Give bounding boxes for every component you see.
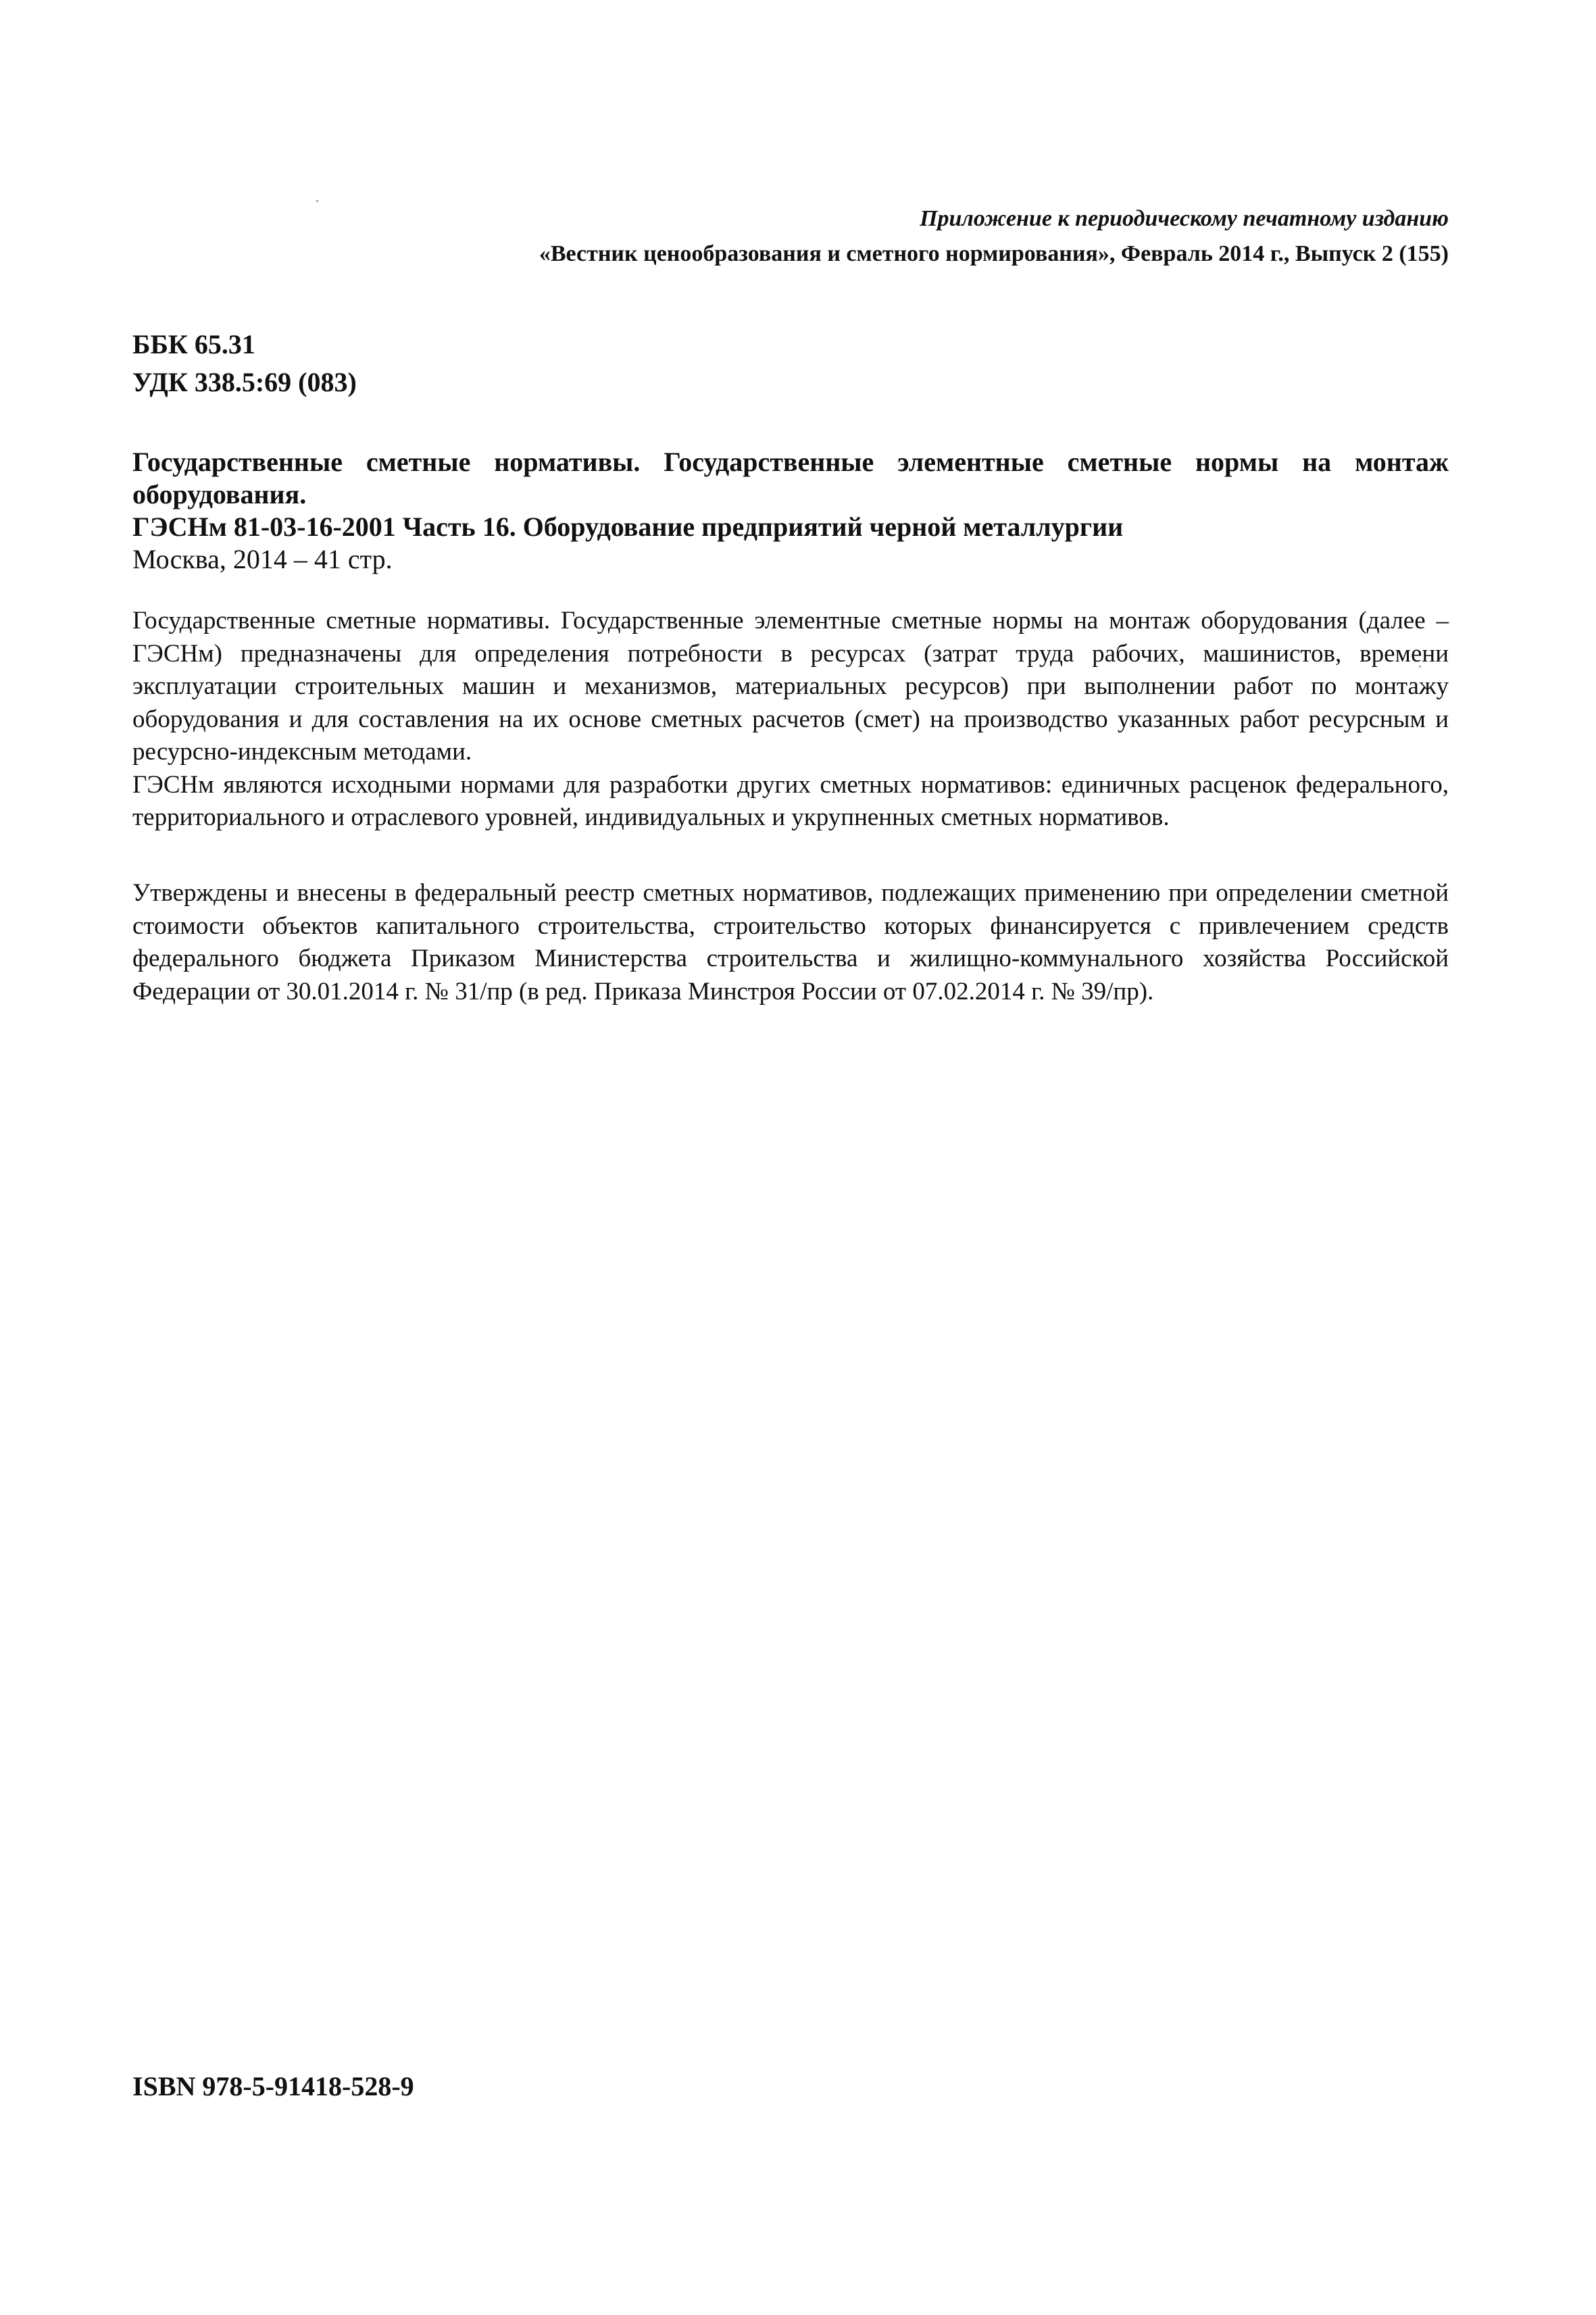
document-title: ГЭСНм 81-03-16-2001 Часть 16. Оборудование предприятий черной металлургии (132, 512, 1124, 542)
description-paragraph: Государственные сметные нормативы. Государственные элементные сметные нормы на монтаж оборудования (далее – ГЭСНм) предназначены для определения потребности в ресурсах (затрат труда рабочих, машинистов, времени эксплуатации строительных машин и механизмов, материальных ресурсов) при выполнении работ по монтажу оборудования и для составления на их основе сметных расчетов (смет) на производство указанных работ ресурсным и ресурсно-индексным методами. (132, 607, 1449, 766)
publication-note-line1: Приложение к периодическому печатному изданию (920, 206, 1449, 231)
title-block (132, 446, 1449, 576)
udk-code: УДК 338.5:69 (083) (132, 367, 357, 397)
approval-text: Утверждены и внесены в федеральный реестр сметных нормативов, подлежащих применению при определении сметной стоимости объектов капитального строительства, строительство которых финансируется с привлечением средств федерального бюджета Приказом Министерства строительства и жилищно-коммунального хозяйства Российской Федерации от 30.01.2014 г. № 31/пр (в ред. Приказа Минстроя России от 07.02.2014 г. № 39/пр). (132, 879, 1449, 1005)
publication-note (539, 201, 1449, 272)
bbk-code: ББК 65.31 (132, 329, 255, 359)
approval-note (132, 877, 1449, 1008)
isbn: ISBN 978-5-91418-528-9 (132, 2071, 414, 2101)
description-paragraph: ГЭСНм являются исходными нормами для разработки других сметных нормативов: единичных расценок федерального, территориального и отраслевого уровней, индивидуальных и укрупненных сметных нормативов. (132, 770, 1449, 831)
imprint: Москва, 2014 – 41 стр. (132, 544, 393, 574)
description (132, 605, 1449, 835)
publication-note-line2: «Вестник ценообразования и сметного нормирования», Февраль 2014 г., Выпуск 2 (155) (539, 241, 1449, 266)
main-title: Государственные сметные нормативы. Государственные элементные сметные нормы на монтаж оборудования. (132, 447, 1449, 509)
scan-speck (316, 200, 318, 202)
classification-block (132, 326, 357, 401)
